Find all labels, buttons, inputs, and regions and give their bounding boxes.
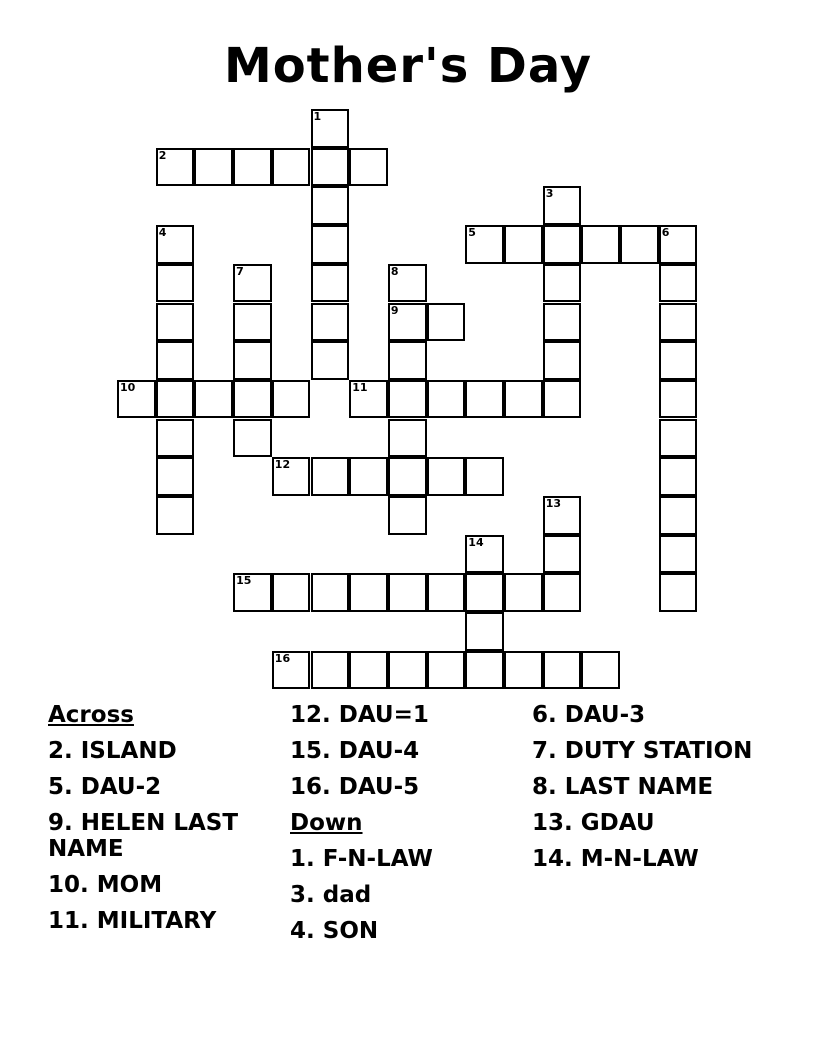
grid-cell[interactable] (543, 341, 582, 380)
grid-cell[interactable] (581, 225, 620, 264)
grid-cell[interactable] (311, 264, 350, 303)
across-clue-16: 16. DAU-5 (290, 774, 420, 800)
grid-cell[interactable] (659, 496, 698, 535)
grid-cell[interactable] (156, 341, 195, 380)
down-clue-3: 3. dad (290, 882, 372, 908)
grid-cell[interactable] (659, 341, 698, 380)
down-clue-4: 4. SON (290, 918, 379, 944)
clue-number: 5 (468, 226, 476, 240)
grid-cell[interactable] (311, 148, 350, 187)
grid-cell[interactable] (349, 573, 388, 612)
clue-number: 1 (313, 110, 322, 123)
grid-cell[interactable] (156, 148, 195, 187)
grid-cell[interactable] (659, 264, 698, 303)
grid-cell[interactable] (272, 148, 311, 187)
grid-cell[interactable] (427, 651, 466, 690)
grid-cell[interactable] (233, 264, 272, 303)
grid-cell[interactable] (156, 264, 195, 303)
grid-cell[interactable] (233, 573, 272, 612)
clue-number: 11 (352, 380, 368, 394)
grid-cell[interactable] (388, 419, 427, 458)
across-heading: Across (48, 702, 134, 728)
clue-number: 15 (236, 574, 252, 588)
grid-cell[interactable] (543, 186, 582, 225)
across-clue-9: 9. HELEN LAST NAME (48, 810, 239, 862)
grid-cell[interactable] (349, 457, 388, 496)
grid-cell[interactable] (311, 573, 350, 612)
grid-cell[interactable] (427, 303, 466, 342)
grid-cell[interactable] (388, 573, 427, 612)
grid-cell[interactable] (659, 225, 698, 264)
grid-cell[interactable] (543, 225, 582, 264)
grid-cell[interactable] (156, 496, 195, 535)
down-clue-14: 14. M-N-LAW (532, 846, 699, 872)
clue-number: 13 (545, 497, 561, 510)
clue-number: 9 (390, 303, 399, 317)
grid-cell[interactable] (543, 651, 582, 690)
clue-number: 16 (274, 651, 291, 665)
grid-cell[interactable] (388, 651, 427, 690)
grid-cell[interactable] (272, 457, 311, 496)
clues-column-1 (48, 702, 283, 944)
clue-number: 14 (468, 535, 484, 549)
grid-cell[interactable] (311, 457, 350, 496)
grid-cell[interactable] (233, 380, 272, 419)
grid-cell[interactable] (233, 341, 272, 380)
puzzle-title: Mother's Day (223, 38, 593, 94)
grid-cell[interactable] (504, 380, 543, 419)
clue-number: 12 (274, 458, 291, 472)
grid-cell[interactable] (311, 303, 350, 342)
clue-number: 4 (158, 226, 167, 240)
grid-cell[interactable] (465, 651, 504, 690)
across-clue-10: 10. MOM (48, 872, 163, 898)
grid-cell[interactable] (659, 419, 698, 458)
grid-cell[interactable] (388, 264, 427, 303)
grid-cell[interactable] (543, 535, 582, 574)
grid-cell[interactable] (117, 380, 156, 419)
grid-cell[interactable] (543, 496, 582, 535)
clue-number: 10 (120, 380, 136, 394)
clue-number: 8 (390, 264, 399, 278)
grid-cell[interactable] (156, 303, 195, 342)
grid-cell[interactable] (311, 651, 350, 690)
down-clue-7: 7. DUTY STATION (532, 738, 753, 764)
grid-cell[interactable] (311, 109, 350, 148)
grid-cell[interactable] (272, 573, 311, 612)
grid-cell[interactable] (504, 573, 543, 612)
across-clue-15: 15. DAU-4 (290, 738, 420, 764)
grid-cell[interactable] (233, 303, 272, 342)
grid-cell[interactable] (156, 457, 195, 496)
grid-cell[interactable] (504, 225, 543, 264)
grid-cell[interactable] (543, 380, 582, 419)
grid-cell[interactable] (427, 380, 466, 419)
across-clue-2: 2. ISLAND (48, 738, 177, 764)
grid-cell[interactable] (659, 457, 698, 496)
grid-cell[interactable] (311, 186, 350, 225)
grid-cell[interactable] (388, 457, 427, 496)
clue-number: 2 (158, 148, 167, 162)
grid-cell[interactable] (581, 651, 620, 690)
grid-cell[interactable] (465, 380, 504, 419)
grid-cell[interactable] (659, 303, 698, 342)
down-clue-6: 6. DAU-3 (532, 702, 646, 728)
down-clue-13: 13. GDAU (532, 810, 655, 836)
grid-cell[interactable] (427, 457, 466, 496)
down-clue-1: 1. F-N-LAW (290, 846, 433, 872)
grid-cell[interactable] (388, 380, 427, 419)
grid-cell[interactable] (388, 496, 427, 535)
grid-cell[interactable] (194, 148, 233, 187)
across-clue-5: 5. DAU-2 (48, 774, 162, 800)
across-clue-12: 12. DAU=1 (290, 702, 429, 728)
clue-number: 3 (545, 187, 554, 201)
down-heading: Down (290, 810, 363, 836)
grid-cell[interactable] (543, 264, 582, 303)
grid-cell[interactable] (272, 651, 311, 690)
grid-cell[interactable] (465, 535, 504, 574)
grid-cell[interactable] (620, 225, 659, 264)
across-clue-11: 11. MILITARY (48, 908, 217, 934)
grid-cell[interactable] (659, 535, 698, 574)
grid-cell[interactable] (465, 457, 504, 496)
grid-cell[interactable] (272, 380, 311, 419)
grid-cell[interactable] (504, 651, 543, 690)
grid-cell[interactable] (465, 612, 504, 651)
clue-number: 6 (661, 226, 670, 240)
grid-cell[interactable] (233, 419, 272, 458)
grid-cell[interactable] (194, 380, 233, 419)
grid-cell[interactable] (311, 341, 350, 380)
grid-cell[interactable] (388, 341, 427, 380)
clues-column-3 (532, 702, 802, 882)
grid-cell[interactable] (156, 419, 195, 458)
grid-cell[interactable] (349, 651, 388, 690)
grid-cell[interactable] (427, 573, 466, 612)
grid-cell[interactable] (543, 573, 582, 612)
grid-cell[interactable] (388, 303, 427, 342)
down-clue-8: 8. LAST NAME (532, 774, 714, 800)
grid-cell[interactable] (659, 573, 698, 612)
grid-cell[interactable] (233, 148, 272, 187)
grid-cell[interactable] (349, 380, 388, 419)
grid-cell[interactable] (311, 225, 350, 264)
grid-cell[interactable] (465, 573, 504, 612)
grid-cell[interactable] (156, 380, 195, 419)
clue-number: 7 (236, 264, 244, 278)
grid-cell[interactable] (659, 380, 698, 419)
clues-column-2 (290, 702, 525, 954)
grid-cell[interactable] (156, 225, 195, 264)
grid-cell[interactable] (543, 303, 582, 342)
grid-cell[interactable] (349, 148, 388, 187)
grid-cell[interactable] (465, 225, 504, 264)
